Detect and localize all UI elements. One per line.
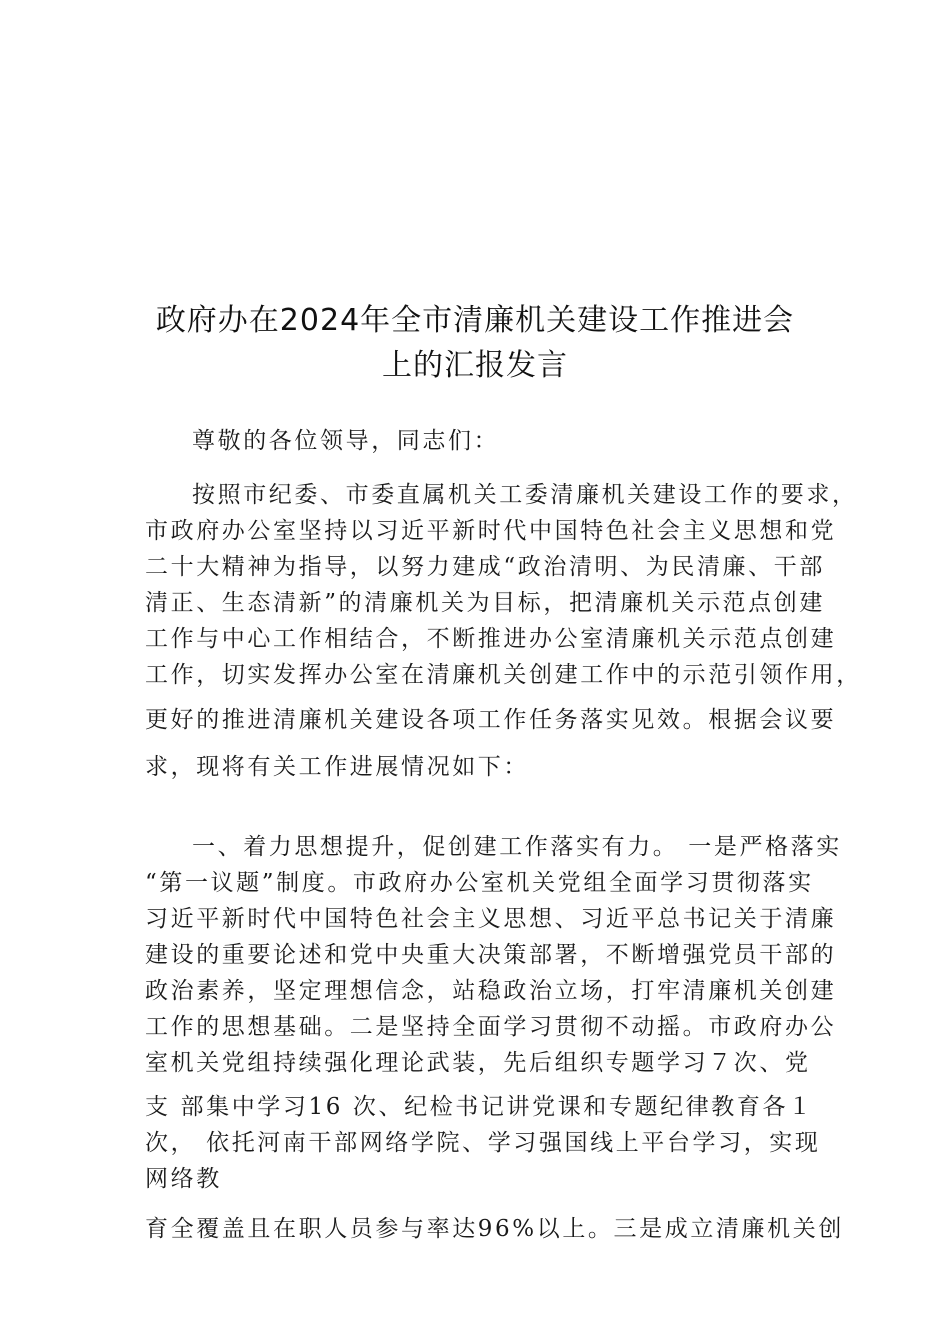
intro-line: 工作与中心工作相结合，不断推进办公室清廉机关示范点创建 bbox=[145, 626, 837, 652]
intro-line: 更好的推进清廉机关建设各项工作任务落实见效。根据会议要 bbox=[145, 707, 837, 733]
section1-line: 习近平新时代中国特色社会主义思想、习近平总书记关于清廉 bbox=[145, 906, 837, 932]
intro-line: 工作，切实发挥办公室在清廉机关创建工作中的示范引领作用， bbox=[145, 662, 862, 688]
continuation-line: 育全覆盖且在职人员参与率达96%以上。三是成立清廉机关创 bbox=[145, 1216, 844, 1242]
section1-line: 建设的重要论述和党中央重大决策部署，不断增强党员干部的 bbox=[145, 942, 837, 968]
section1-line: 网络教 bbox=[145, 1166, 222, 1192]
document-title-line-1: 政府办在2024年全市清廉机关建设工作推进会 bbox=[155, 303, 795, 338]
section1-line: 室机关党组持续强化理论武装，先后组织专题学习７次、党 bbox=[145, 1050, 811, 1076]
section1-line: 支 部集中学习16 次、纪检书记讲党课和专题纪律教育各１ bbox=[145, 1094, 814, 1120]
section1-line: 工作的思想基础。二是坚持全面学习贯彻不动摇。市政府办公 bbox=[145, 1014, 837, 1040]
document-title-line-2: 上的汇报发言 bbox=[382, 348, 568, 383]
section1-line: 次， 依托河南干部网络学院、学习强国线上平台学习，实现 bbox=[145, 1130, 821, 1156]
intro-line: 市政府办公室坚持以习近平新时代中国特色社会主义思想和党 bbox=[145, 518, 837, 544]
section1-line: 政治素养，坚定理想信念，站稳政治立场，打牢清廉机关创建 bbox=[145, 978, 837, 1004]
section1-line: “第一议题”制度。市政府办公室机关党组全面学习贯彻落实 bbox=[145, 870, 814, 896]
intro-line: 按照市纪委、市委直属机关工委清廉机关建设工作的要求， bbox=[192, 482, 858, 508]
section1-line: 一、着力思想提升，促创建工作落实有力。 一是严格落实 bbox=[192, 834, 842, 860]
intro-line: 二十大精神为指导，以努力建成“政治清明、为民清廉、干部 bbox=[145, 554, 825, 580]
intro-line: 清正、生态清新”的清廉机关为目标，把清廉机关示范点创建 bbox=[145, 590, 825, 616]
intro-line: 求，现将有关工作进展情况如下： bbox=[145, 754, 529, 780]
salutation: 尊敬的各位领导，同志们： bbox=[192, 428, 500, 454]
